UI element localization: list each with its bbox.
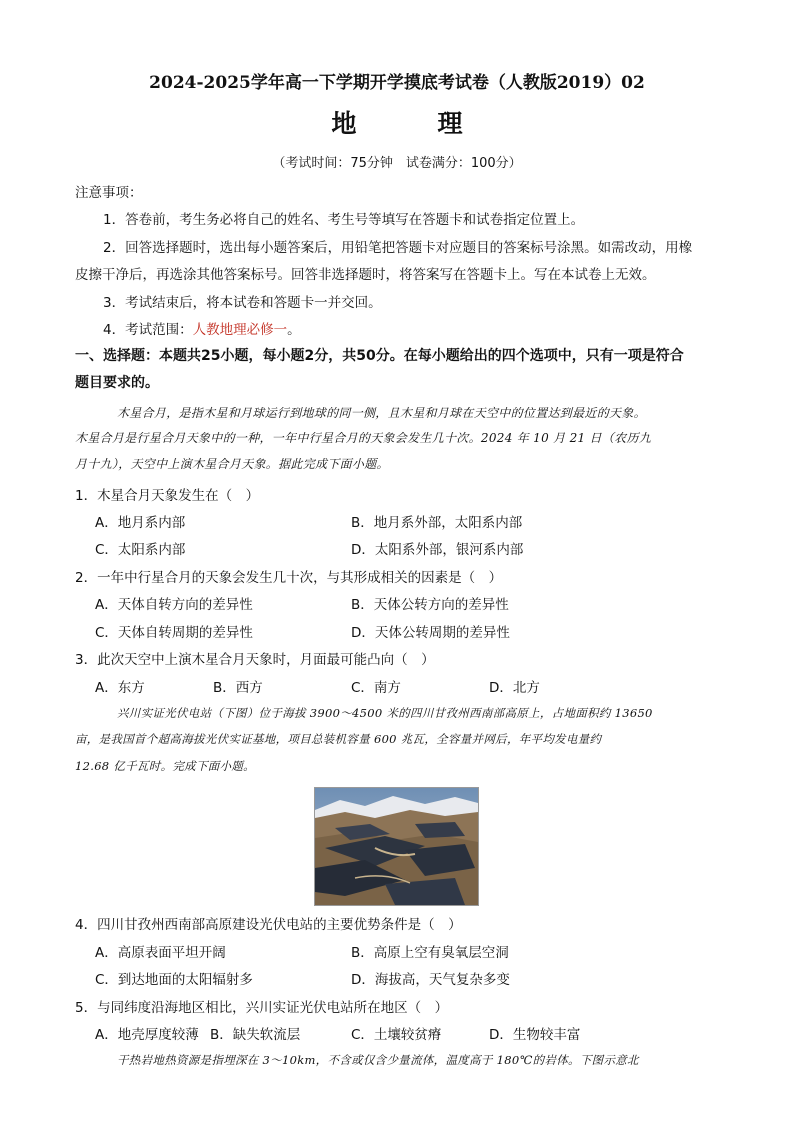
solar-plant-image [315,788,478,905]
question-2-stem: 2．一年中行星合月的天象会发生几十次，与其形成相关的因素是（ ） [75,570,503,586]
question-5-option-c: C．土壤较贫瘠 [351,1027,442,1043]
question-5-option-a: A．地壳厚度较薄 [95,1027,199,1043]
notice-item-1: 1．答卷前，考生务必将自己的姓名、考生号等填写在答题卡和试卷指定位置上。 [103,212,585,228]
question-4-option-d: D．海拔高，天气复杂多变 [351,972,510,988]
material-2-line-2: 亩，是我国首个超高海拔光伏实证基地，项目总装机容量 600 兆瓦，全容量并网后，年平均发电量约 [75,732,602,746]
material-3-line-1: 干热岩地热资源是指埋深在 3～10km，不含或仅含少量流体，温度高于 180℃的岩体。下图示意北 [117,1053,639,1067]
notice-heading: 注意事项： [75,185,143,201]
question-4-option-b: B．高原上空有臭氧层空洞 [351,945,509,961]
question-3-option-d: D．北方 [489,680,540,696]
question-4-stem: 4．四川甘孜州西南部高原建设光伏电站的主要优势条件是（ ） [75,917,462,933]
exam-title: 2024-2025学年高一下学期开学摸底考试卷（人教版2019）02 [149,73,645,93]
material-1-line-1: 木星合月，是指木星和月球运行到地球的同一侧，且木星和月球在天空中的位置达到最近的天象。 [117,406,646,420]
question-3-option-c: C．南方 [351,680,401,696]
notice-item-3: 3．考试结束后，将本试卷和答题卡一并交回。 [103,295,382,311]
question-3-option-a: A．东方 [95,680,145,696]
question-2-option-b: B．天体公转方向的差异性 [351,597,509,613]
question-3-stem: 3．此次天空中上演木星合月天象时，月面最可能凸向（ ） [75,652,435,668]
question-5-stem: 5．与同纬度沿海地区相比，兴川实证光伏电站所在地区（ ） [75,1000,449,1016]
question-1-option-a: A．地月系内部 [95,515,186,531]
question-1-option-d: D．太阳系外部，银河系内部 [351,542,524,558]
question-4-option-a: A．高原表面平坦开阔 [95,945,226,961]
notice-item-4 [103,318,301,338]
question-1-option-c: C．太阳系内部 [95,542,186,558]
material-1-line-2: 木星合月是行星合月天象中的一种，一年中行星合月的天象会发生几十次。2024 年 10 月 21 日（农历九 [75,431,652,445]
question-3-option-b: B．西方 [213,680,263,696]
notice-item-2-line-1: 2．回答选择题时，选出每小题答案后，用铅笔把答题卡对应题目的答案标号涂黑。如需改动，用橡 [103,240,693,256]
question-5-option-d: D．生物较丰富 [489,1027,581,1043]
exam-info: （考试时间：75分钟 试卷满分：100分） [272,156,522,171]
solar-plant-photo [314,787,479,906]
material-2-line-3: 12.68 亿千瓦时。完成下面小题。 [75,759,255,773]
question-1-stem: 1．木星合月天象发生在（ ） [75,488,260,504]
notice-item-4-suffix: 。 [287,322,301,338]
notice-item-4-prefix: 4．考试范围： [103,322,193,338]
question-2-option-c: C．天体自转周期的差异性 [95,625,253,641]
material-2-line-1: 兴川实证光伏电站（下图）位于海拔 3900～4500 米的四川甘孜州西南部高原上，占地面积约 13650 [117,706,653,720]
subject-title: 地 理 [331,109,491,138]
question-2-option-a: A．天体自转方向的差异性 [95,597,253,613]
section-heading-line-2: 题目要求的。 [75,375,159,391]
exam-scope: 人教地理必修一 [192,322,288,338]
question-1-option-b: B．地月系外部，太阳系内部 [351,515,523,531]
question-4-option-c: C．到达地面的太阳辐射多 [95,972,253,988]
section-heading-line-1: 一、选择题：本题共25小题，每小题2分，共50分。在每小题给出的四个选项中，只有一项是符合 [75,348,684,364]
question-5-option-b: B．缺失软流层 [210,1027,301,1043]
material-1-line-3: 月十九），天空中上演木星合月天象。据此完成下面小题。 [75,457,389,471]
question-2-option-d: D．天体公转周期的差异性 [351,625,510,641]
notice-item-2-line-2: 皮擦干净后，再选涂其他答案标号。回答非选择题时，将答案写在答题卡上。写在本试卷上无效。 [75,267,656,283]
